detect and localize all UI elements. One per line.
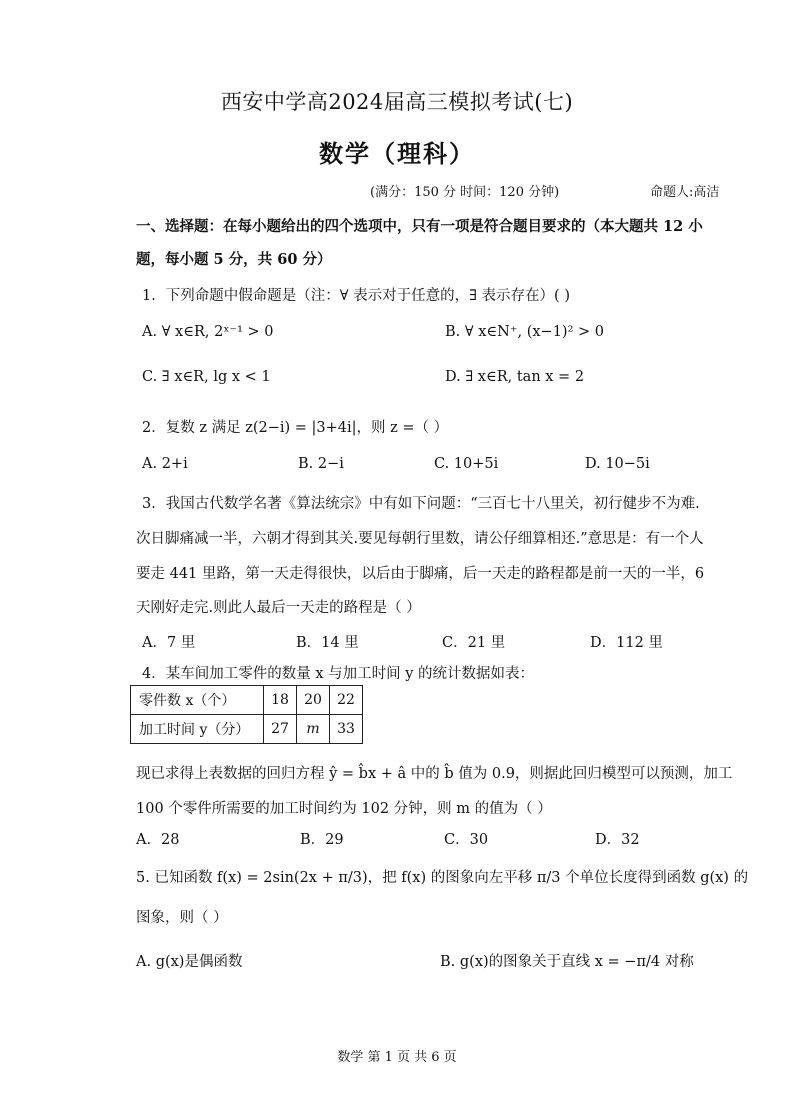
- question-3-option-c: C．21 里: [442, 635, 506, 651]
- question-4-line2: 100 个零件所需要的加工时间约为 102 分钟，则 m 的值为（ ）: [136, 801, 552, 817]
- table-cell: 18: [264, 686, 297, 715]
- question-1-option-c: C. ∃ x∈R, lg x < 1: [142, 369, 271, 385]
- exam-info: (满分：150 分 时间：120 分钟): [370, 185, 560, 200]
- table-cell-label: 加工时间 y（分）: [131, 715, 264, 744]
- section-heading-line1: 一、选择题：在每小题给出的四个选项中，只有一项是符合题目要求的（本大题共 12 小: [136, 218, 703, 235]
- question-2-option-d: D. 10−5i: [585, 456, 650, 472]
- question-1-option-d: D. ∃ x∈R, tan x = 2: [445, 369, 585, 385]
- table-cell-label: 零件数 x（个）: [131, 686, 264, 715]
- subject-title: 数学（理科）: [319, 139, 475, 168]
- table-cell: 33: [330, 715, 363, 744]
- table-cell: 20: [297, 686, 330, 715]
- question-3-line4: 天刚好走完.则此人最后一天走的路程是（ ）: [136, 600, 421, 616]
- question-3-line1: 3．我国古代数学名著《算法统宗》中有如下问题：“三百七十八里关，初行健步不为难.: [142, 496, 700, 512]
- table-cell: 27: [264, 715, 297, 744]
- question-3-line3: 要走 441 里路，第一天走得很快，以后由于脚痛，后一天走的路程都是前一天的一半，6: [136, 566, 705, 582]
- question-5-line1: 5. 已知函数 f(x) = 2sin(2x + π/3)，把 f(x) 的图象向左平移 π/3 个单位长度得到函数 g(x) 的: [136, 870, 749, 886]
- question-2-stem: 2．复数 z 满足 z(2−i) = |3+4i|，则 z =（ ）: [142, 420, 449, 436]
- question-4-option-d: D．32: [595, 832, 640, 848]
- question-5-option-a: A. g(x)是偶函数: [136, 954, 243, 970]
- question-1-option-a: A. ∀ x∈R, 2ˣ⁻¹ > 0: [142, 324, 274, 340]
- exam-author: 命题人:高洁: [650, 185, 720, 200]
- question-4-stem: 4．某车间加工零件的数量 x 与加工时间 y 的统计数据如表：: [142, 666, 535, 682]
- question-3-option-b: B．14 里: [296, 635, 359, 651]
- table-row: [131, 686, 363, 715]
- question-5-line2: 图象，则（ ）: [136, 910, 228, 926]
- question-5-option-b: B. g(x)的图象关于直线 x = −π/4 对称: [440, 954, 694, 970]
- question-4-option-c: C．30: [444, 832, 489, 848]
- question-3-option-d: D．112 里: [590, 635, 663, 651]
- question-2-option-b: B. 2−i: [298, 456, 344, 472]
- question-1-stem: 1．下列命题中假命题是（注：∀ 表示对于任意的，∃ 表示存在）( ): [142, 288, 570, 304]
- question-4-option-a: A．28: [136, 832, 180, 848]
- table-cell: m: [297, 715, 330, 744]
- question-1-option-b: B. ∀ x∈N⁺, (x−1)² > 0: [445, 324, 604, 340]
- exam-title: 西安中学高2024届高三模拟考试(七): [220, 90, 574, 114]
- question-2-option-c: C. 10+5i: [434, 456, 499, 472]
- question-4-option-b: B．29: [300, 832, 344, 848]
- question-4-line1: 现已求得上表数据的回归方程 ŷ = b̂x + â 中的 b̂ 值为 0.9，则据此回归模型可以预测，加工: [136, 766, 733, 782]
- question-2-option-a: A. 2+i: [142, 456, 188, 472]
- table-cell: 22: [330, 686, 363, 715]
- question-3-option-a: A．7 里: [142, 635, 196, 651]
- table-row: [131, 715, 363, 744]
- data-table: [130, 685, 363, 744]
- section-heading-line2: 题，每小题 5 分，共 60 分）: [136, 251, 332, 268]
- page-footer: 数学 第 1 页 共 6 页: [337, 1050, 457, 1065]
- question-3-line2: 次日脚痛减一半，六朝才得到其关.要见每朝行里数，请公仔细算相还.”意思是：有一个人: [136, 531, 704, 547]
